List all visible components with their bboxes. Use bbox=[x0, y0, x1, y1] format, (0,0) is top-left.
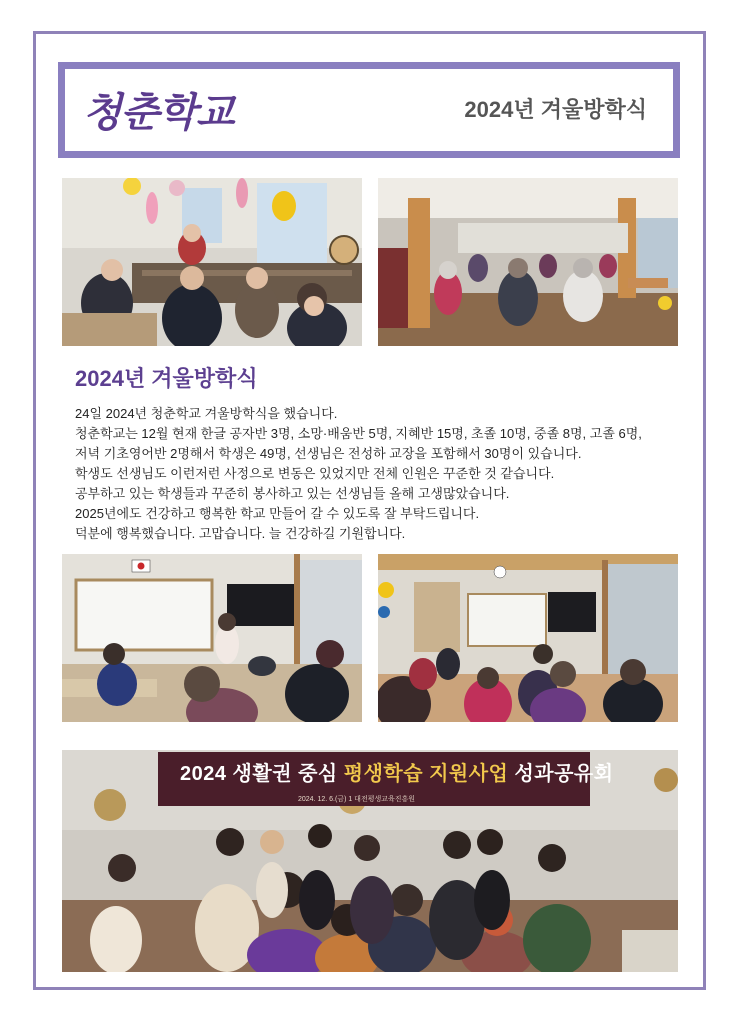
event-banner bbox=[158, 752, 614, 806]
article-body bbox=[75, 404, 675, 544]
banner-title bbox=[180, 757, 614, 786]
header-box bbox=[58, 62, 680, 158]
article-line: 청춘학교는 12월 현재 한글 공자반 3명, 소망·배움반 5명, 지혜반 15명, 초졸 10명, 중졸 8명, 고졸 6명, bbox=[75, 426, 642, 441]
banner-subtitle: 2024. 12. 6.(금) 1 대전평생교육진흥원 bbox=[298, 796, 416, 803]
article-line: 저녁 기초영어반 2명해서 학생은 49명, 선생님은 전성하 교장을 포함해서 30명이 있습니다. bbox=[75, 446, 582, 461]
banner-title-prefix: 2024 생활권 중심 bbox=[180, 763, 344, 785]
header-title: 2024년 겨울방학식 bbox=[464, 97, 647, 122]
article-line: 공부하고 있는 학생들과 꾸준히 봉사하고 있는 선생님들 올해 고생많았습니다. bbox=[75, 486, 510, 501]
article-line: 덕분에 행복했습니다. 고맙습니다. 늘 건강하길 기원합니다. bbox=[75, 526, 406, 541]
banner-title-suffix: 성과공유회 bbox=[508, 763, 614, 785]
article-line: 학생도 선생님도 이런저런 사정으로 변동은 있었지만 전체 인원은 꾸준한 것 같습니다. bbox=[75, 466, 555, 481]
banner-title-highlight: 평생학습 지원사업 bbox=[343, 763, 509, 785]
school-logo: 청춘학교 bbox=[83, 89, 234, 136]
photo-classroom-wide bbox=[378, 178, 678, 346]
photo-classroom-balloons bbox=[62, 178, 362, 346]
article-title: 2024년 겨울방학식 bbox=[75, 366, 258, 391]
article-line: 24일 2024년 청춘학교 겨울방학식을 했습니다. bbox=[75, 406, 338, 421]
article-line: 2025년에도 건강하고 행복한 학교 만들어 갈 수 있도록 잘 부탁드립니다. bbox=[75, 506, 480, 521]
photo-students-desks bbox=[378, 554, 678, 722]
photo-whiteboard-class bbox=[62, 554, 362, 722]
